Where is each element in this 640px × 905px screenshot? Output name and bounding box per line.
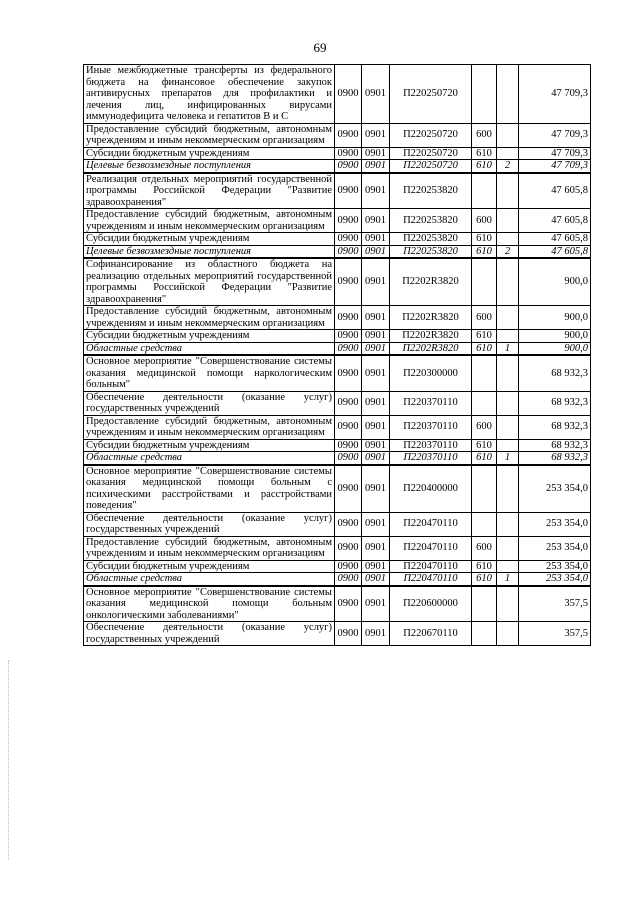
table-row [84,536,591,560]
cell-target-article: П220600000 [390,586,472,622]
cell-glava: 0900 [335,258,362,306]
cell-source [497,147,519,160]
cell-razdel: 0901 [362,147,390,160]
table-row [84,512,591,536]
cell-expense-type: 610 [472,560,497,573]
cell-expense-type: 600 [472,536,497,560]
table-row [84,160,591,173]
cell-razdel: 0901 [362,123,390,147]
cell-target-article: П220370110 [390,415,472,439]
cell-target-article: П220250720 [390,147,472,160]
cell-glava: 0900 [335,306,362,330]
cell-glava: 0900 [335,233,362,246]
cell-expense-type: 610 [472,233,497,246]
cell-source: 1 [497,452,519,465]
cell-glava: 0900 [335,209,362,233]
cell-source [497,465,519,513]
cell-source [497,415,519,439]
margin-dots [8,660,11,860]
cell-glava: 0900 [335,439,362,452]
cell-sum: 253 354,0 [519,560,591,573]
cell-glava: 0900 [335,355,362,391]
cell-razdel: 0901 [362,173,390,209]
cell-source [497,258,519,306]
cell-source [497,439,519,452]
table-row [84,573,591,586]
cell-glava: 0900 [335,160,362,173]
cell-glava: 0900 [335,560,362,573]
cell-sum: 47 709,3 [519,147,591,160]
cell-name: Предоставление субсидий бюджетным, автономным учреждениям и иным некоммерческим организациям [84,306,335,330]
cell-source: 1 [497,573,519,586]
cell-name: Целевые безвозмездные поступления [84,245,335,258]
cell-target-article: П220370110 [390,452,472,465]
cell-expense-type [472,622,497,646]
cell-target-article: П220470110 [390,573,472,586]
cell-source [497,173,519,209]
cell-name: Предоставление субсидий бюджетным, автономным учреждениям и иным некоммерческим организациям [84,209,335,233]
cell-name: Субсидии бюджетным учреждениям [84,439,335,452]
cell-target-article: П220470110 [390,512,472,536]
cell-sum: 253 354,0 [519,573,591,586]
cell-glava: 0900 [335,391,362,415]
cell-expense-type: 610 [472,452,497,465]
cell-source [497,330,519,343]
cell-glava: 0900 [335,330,362,343]
cell-expense-type: 610 [472,439,497,452]
budget-table [83,64,591,646]
cell-razdel: 0901 [362,233,390,246]
table-row [84,245,591,258]
cell-target-article: П220470110 [390,560,472,573]
cell-source [497,306,519,330]
table-row [84,147,591,160]
table-row [84,391,591,415]
cell-expense-type [472,512,497,536]
cell-name: Предоставление субсидий бюджетным, автономным учреждениям и иным некоммерческим организациям [84,415,335,439]
cell-target-article: П220400000 [390,465,472,513]
cell-razdel: 0901 [362,536,390,560]
cell-razdel: 0901 [362,512,390,536]
cell-expense-type: 600 [472,306,497,330]
cell-razdel: 0901 [362,258,390,306]
cell-sum: 68 932,3 [519,439,591,452]
cell-source [497,512,519,536]
cell-expense-type: 600 [472,415,497,439]
cell-target-article: П2202R3820 [390,306,472,330]
table-row [84,65,591,124]
cell-expense-type [472,355,497,391]
cell-glava: 0900 [335,123,362,147]
cell-source: 2 [497,245,519,258]
cell-source [497,391,519,415]
cell-source [497,586,519,622]
cell-target-article: П220253820 [390,245,472,258]
cell-name: Обеспечение деятельности (оказание услуг) государственных учреждений [84,391,335,415]
cell-glava: 0900 [335,245,362,258]
cell-sum: 68 932,3 [519,391,591,415]
cell-razdel: 0901 [362,586,390,622]
cell-razdel: 0901 [362,415,390,439]
cell-glava: 0900 [335,465,362,513]
cell-razdel: 0901 [362,439,390,452]
cell-target-article: П220370110 [390,391,472,415]
table-row [84,258,591,306]
cell-glava: 0900 [335,622,362,646]
cell-source: 1 [497,342,519,355]
cell-sum: 47 605,8 [519,233,591,246]
cell-sum: 253 354,0 [519,536,591,560]
cell-target-article: П220250720 [390,65,472,124]
cell-target-article: П220253820 [390,209,472,233]
cell-name: Иные межбюджетные трансферты из федерального бюджета на финансовое обеспечение закупок антивирусных препаратов для профилактики и лечения лиц, инфицированных вирусами иммунодефицита человека и гепатитов В и С [84,65,335,124]
cell-name: Предоставление субсидий бюджетным, автономным учреждениям и иным некоммерческим организациям [84,536,335,560]
cell-expense-type: 610 [472,342,497,355]
cell-source [497,65,519,124]
cell-razdel: 0901 [362,355,390,391]
cell-source [497,536,519,560]
table-row [84,233,591,246]
cell-target-article: П220670110 [390,622,472,646]
cell-expense-type: 600 [472,209,497,233]
cell-glava: 0900 [335,147,362,160]
cell-sum: 47 605,8 [519,209,591,233]
cell-razdel: 0901 [362,160,390,173]
cell-source [497,233,519,246]
table-row [84,209,591,233]
table-row [84,465,591,513]
cell-sum: 900,0 [519,258,591,306]
cell-name: Целевые безвозмездные поступления [84,160,335,173]
table-row [84,452,591,465]
cell-target-article: П220250720 [390,123,472,147]
cell-expense-type [472,65,497,124]
cell-razdel: 0901 [362,452,390,465]
cell-sum: 900,0 [519,330,591,343]
cell-razdel: 0901 [362,65,390,124]
cell-sum: 47 709,3 [519,160,591,173]
cell-target-article: П220300000 [390,355,472,391]
cell-sum: 68 932,3 [519,452,591,465]
cell-name: Софинансирование из областного бюджета на реализацию отдельных мероприятий государственной программы Российской Федерации "Развитие здравоохранения" [84,258,335,306]
cell-target-article: П220253820 [390,173,472,209]
table-row [84,342,591,355]
cell-target-article: П2202R3820 [390,342,472,355]
table-row [84,560,591,573]
cell-target-article: П2202R3820 [390,258,472,306]
cell-source [497,209,519,233]
cell-target-article: П2202R3820 [390,330,472,343]
table-row [84,306,591,330]
cell-name: Обеспечение деятельности (оказание услуг) государственных учреждений [84,512,335,536]
table-row [84,622,591,646]
cell-expense-type: 600 [472,123,497,147]
cell-glava: 0900 [335,452,362,465]
table-row [84,330,591,343]
cell-glava: 0900 [335,65,362,124]
cell-target-article: П220253820 [390,233,472,246]
cell-expense-type: 610 [472,573,497,586]
table-row [84,173,591,209]
cell-expense-type: 610 [472,330,497,343]
table-body [84,65,591,646]
cell-target-article: П220250720 [390,160,472,173]
cell-name: Основное мероприятие "Совершенствование системы оказания медицинской помощи больным с психическими расстройствами и расстройствами поведения" [84,465,335,513]
cell-razdel: 0901 [362,560,390,573]
cell-expense-type [472,465,497,513]
cell-expense-type [472,586,497,622]
cell-sum: 900,0 [519,342,591,355]
cell-glava: 0900 [335,342,362,355]
cell-razdel: 0901 [362,209,390,233]
cell-sum: 47 709,3 [519,123,591,147]
cell-name: Субсидии бюджетным учреждениям [84,330,335,343]
cell-glava: 0900 [335,512,362,536]
cell-name: Реализация отдельных мероприятий государственной программы Российской Федерации "Развитие здравоохранения" [84,173,335,209]
cell-glava: 0900 [335,573,362,586]
cell-sum: 253 354,0 [519,465,591,513]
cell-razdel: 0901 [362,465,390,513]
cell-source [497,355,519,391]
cell-name: Субсидии бюджетным учреждениям [84,147,335,160]
cell-sum: 47 605,8 [519,245,591,258]
cell-source [497,560,519,573]
cell-sum: 357,5 [519,622,591,646]
cell-sum: 253 354,0 [519,512,591,536]
cell-name: Основное мероприятие "Совершенствование системы оказания медицинской помощи наркологическим больным" [84,355,335,391]
cell-razdel: 0901 [362,342,390,355]
table-row [84,123,591,147]
cell-name: Предоставление субсидий бюджетным, автономным учреждениям и иным некоммерческим организациям [84,123,335,147]
cell-sum: 47 709,3 [519,65,591,124]
cell-razdel: 0901 [362,391,390,415]
cell-sum: 47 605,8 [519,173,591,209]
cell-name: Субсидии бюджетным учреждениям [84,560,335,573]
cell-name: Субсидии бюджетным учреждениям [84,233,335,246]
table-row [84,415,591,439]
cell-expense-type [472,173,497,209]
cell-razdel: 0901 [362,622,390,646]
cell-name: Областные средства [84,342,335,355]
cell-name: Обеспечение деятельности (оказание услуг) государственных учреждений [84,622,335,646]
cell-source: 2 [497,160,519,173]
cell-glava: 0900 [335,415,362,439]
cell-sum: 68 932,3 [519,415,591,439]
cell-name: Основное мероприятие "Совершенствование системы оказания медицинской помощи больным онкологическими заболеваниями" [84,586,335,622]
cell-sum: 68 932,3 [519,355,591,391]
cell-glava: 0900 [335,536,362,560]
cell-expense-type: 610 [472,160,497,173]
page-number: 69 [313,40,327,55]
cell-source [497,622,519,646]
cell-expense-type: 610 [472,245,497,258]
cell-expense-type: 610 [472,147,497,160]
cell-target-article: П220470110 [390,536,472,560]
cell-expense-type [472,391,497,415]
cell-razdel: 0901 [362,245,390,258]
cell-razdel: 0901 [362,330,390,343]
cell-sum: 357,5 [519,586,591,622]
cell-source [497,123,519,147]
cell-expense-type [472,258,497,306]
cell-name: Областные средства [84,573,335,586]
table-row [84,586,591,622]
cell-razdel: 0901 [362,573,390,586]
cell-target-article: П220370110 [390,439,472,452]
cell-glava: 0900 [335,173,362,209]
cell-name: Областные средства [84,452,335,465]
cell-sum: 900,0 [519,306,591,330]
cell-glava: 0900 [335,586,362,622]
cell-razdel: 0901 [362,306,390,330]
table-row [84,355,591,391]
table-row [84,439,591,452]
